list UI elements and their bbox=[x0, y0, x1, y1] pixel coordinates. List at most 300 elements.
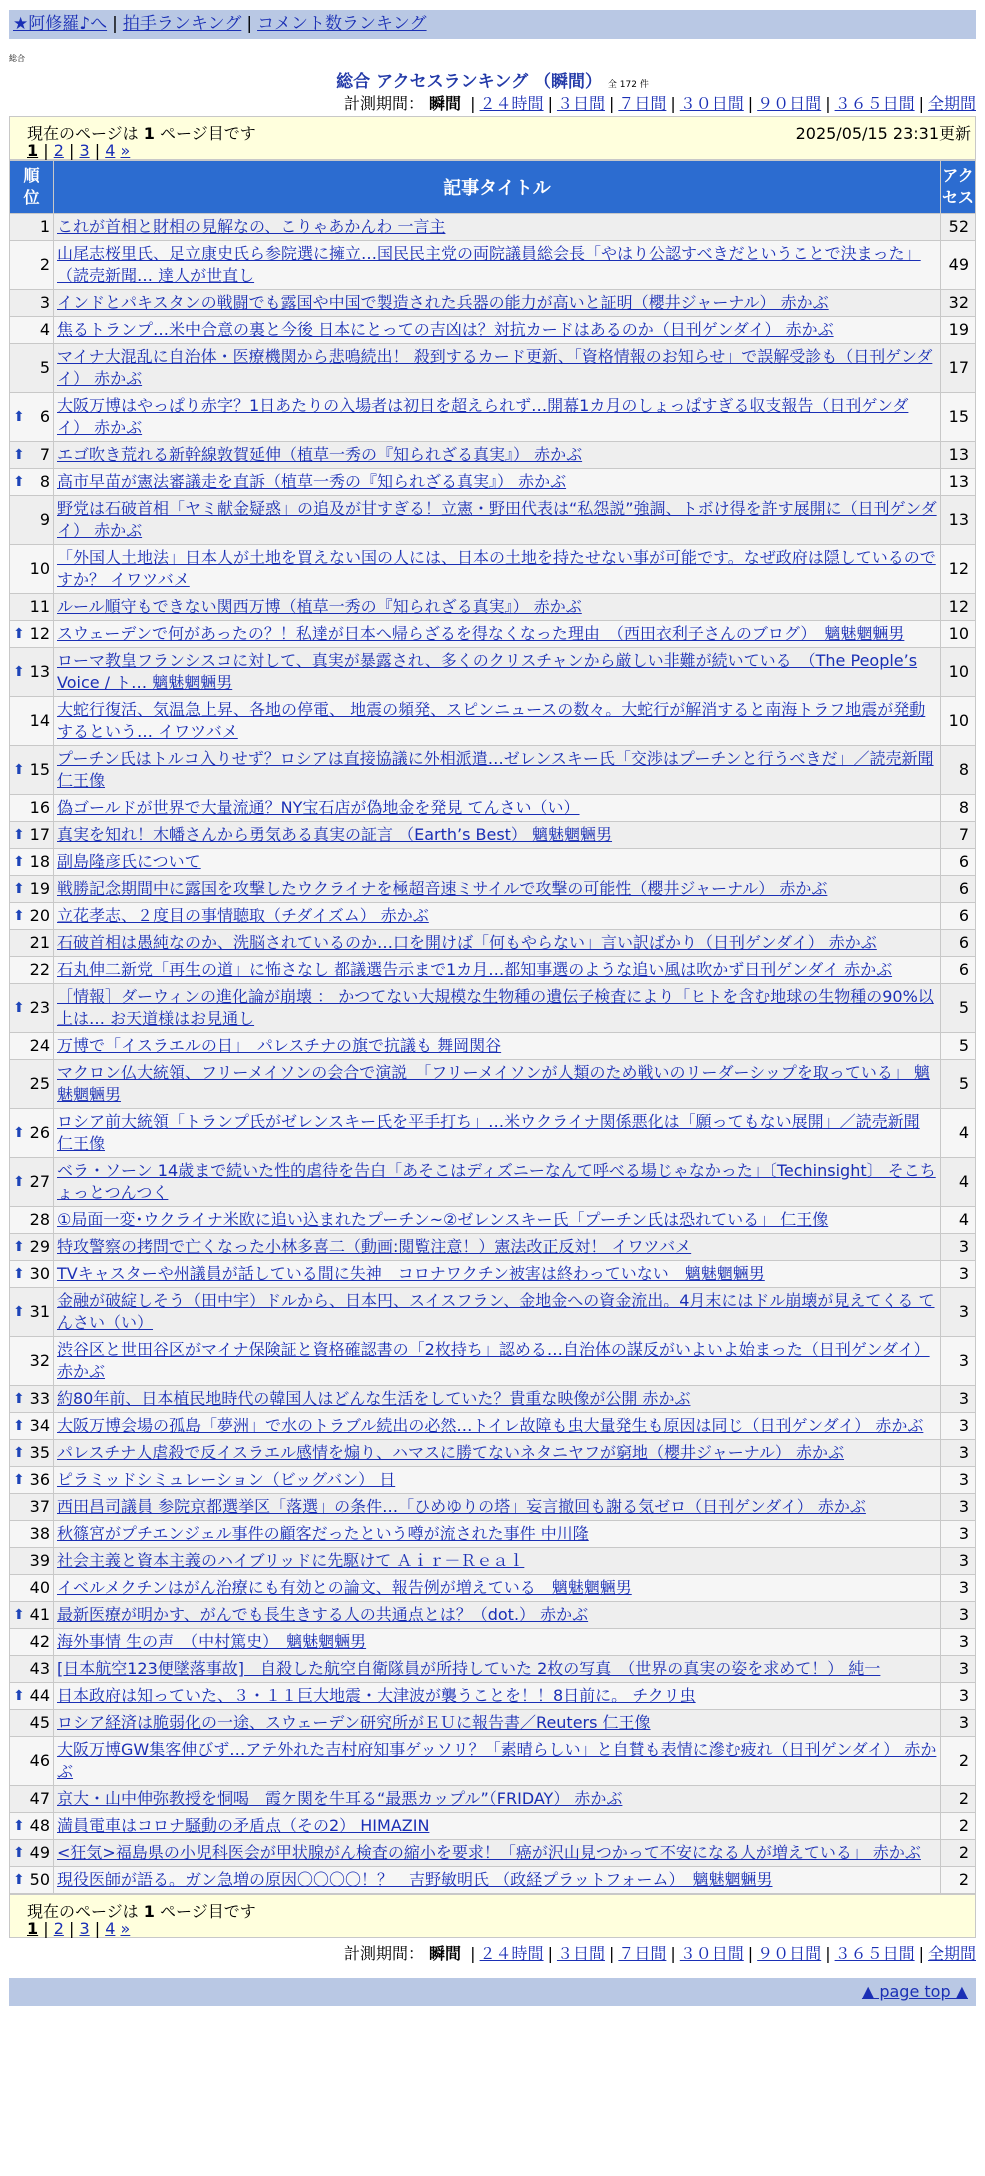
table-row bbox=[10, 1386, 975, 1412]
table-row bbox=[10, 1575, 975, 1601]
rank-up-arrow-icon: ⬆ bbox=[13, 474, 25, 490]
table-row bbox=[10, 746, 975, 794]
article-link[interactable]: インドとパキスタンの戦闘でも露国や中国で製造された兵器の能力が高いと証明（櫻井ジャーナル） 赤かぶ bbox=[57, 293, 829, 312]
article-link[interactable]: 大阪万博GW集客伸びず…アテ外れた吉村府知事ゲッソリ？「素晴らしい」と自賛も表情に滲む疲れ（日刊ゲンダイ） 赤かぶ bbox=[57, 1740, 937, 1781]
period-link[interactable]: ３日間 bbox=[556, 94, 605, 113]
rank-cell bbox=[10, 697, 53, 745]
rank-number: 1 bbox=[39, 217, 50, 236]
rank-cell bbox=[10, 746, 53, 794]
rank-cell bbox=[10, 1060, 53, 1108]
title-cell bbox=[54, 1288, 940, 1336]
article-link[interactable]: 大阪万博会場の孤島「夢洲」で水のトラブル続出の必然…トイレ故障も虫大量発生も原因は同じ（日刊ゲンダイ） 赤かぶ bbox=[57, 1416, 924, 1435]
access-count: 13 bbox=[941, 496, 975, 544]
rank-up-arrow-icon: ⬆ bbox=[13, 1239, 25, 1255]
rank-number: 46 bbox=[29, 1751, 50, 1770]
page-link[interactable]: 4 bbox=[105, 1919, 116, 1938]
rank-number: 29 bbox=[29, 1237, 50, 1256]
period-link[interactable]: ７日間 bbox=[618, 94, 667, 113]
title-cell bbox=[54, 984, 940, 1032]
title-cell bbox=[54, 1548, 940, 1574]
rank-number: 5 bbox=[39, 358, 50, 377]
table-row bbox=[10, 1521, 975, 1547]
rank-up-arrow-icon: ⬆ bbox=[13, 1688, 25, 1704]
article-link[interactable]: 偽ゴールドが世界で大量流通？NY宝石店が偽地金を発見 てんさい（い） bbox=[57, 798, 580, 817]
ranking-title: 総合 アクセスランキング （瞬間） bbox=[336, 72, 602, 92]
rank-cell bbox=[10, 1494, 53, 1520]
access-count: 6 bbox=[941, 876, 975, 902]
table-row bbox=[10, 290, 975, 316]
ranking-table bbox=[9, 160, 976, 1894]
rank-number: 37 bbox=[29, 1497, 50, 1516]
separator: | bbox=[825, 1944, 831, 1963]
rank-up-arrow-icon: ⬆ bbox=[13, 1266, 25, 1282]
table-row bbox=[10, 957, 975, 983]
title-cell bbox=[54, 1234, 940, 1260]
title-cell bbox=[54, 241, 940, 289]
period-link[interactable]: ３６５日間 bbox=[834, 94, 915, 113]
article-link[interactable]: ピラミッドシミュレーション（ビッグバン） 日 bbox=[57, 1470, 396, 1489]
article-link[interactable]: TVキャスターや州議員が話している間に失神 コロナワクチン被害は終わっていない 魑魅魍魎男 bbox=[57, 1264, 765, 1283]
table-row bbox=[10, 393, 975, 441]
article-link[interactable]: 大蛇行復活、気温急上昇、各地の停電、 地震の頻発、スピンニュースの数々。大蛇行が解消すると南海トラフ地震が発動するという… イワツバメ bbox=[57, 700, 926, 741]
title-cell bbox=[54, 648, 940, 696]
table-row bbox=[10, 442, 975, 468]
page-top-link[interactable]: ▲ page top ▲ bbox=[861, 1982, 968, 2001]
table-row bbox=[10, 1109, 975, 1157]
title-cell bbox=[54, 876, 940, 902]
access-count: 3 bbox=[941, 1234, 975, 1260]
access-count: 3 bbox=[941, 1288, 975, 1336]
title-cell bbox=[54, 1413, 940, 1439]
rank-up-arrow-icon: ⬆ bbox=[13, 854, 25, 870]
access-count: 3 bbox=[941, 1710, 975, 1736]
separator: | bbox=[547, 1944, 553, 1963]
title-cell bbox=[54, 1158, 940, 1206]
table-row bbox=[10, 496, 975, 544]
rank-up-arrow-icon: ⬆ bbox=[13, 1391, 25, 1407]
rank-cell bbox=[10, 1737, 53, 1785]
article-link[interactable]: 金融が破綻しそう（田中宇）ドルから、日本円、スイスフラン、金地金への資金流出。4月末にはドル崩壊が見えてくる てんさい（い） bbox=[57, 1291, 935, 1332]
rank-cell bbox=[10, 1786, 53, 1812]
page-current: 1 bbox=[27, 141, 39, 160]
article-link[interactable]: 特攻警察の拷問で亡くなった小林多喜二（動画:閲覧注意！）憲法改正反対！ イワツバメ bbox=[57, 1237, 692, 1256]
access-count: 12 bbox=[941, 594, 975, 620]
article-link[interactable]: 海外事情 生の声 （中村篤史） 魑魅魍魎男 bbox=[57, 1632, 367, 1651]
access-count: 52 bbox=[941, 214, 975, 240]
table-row bbox=[10, 930, 975, 956]
period-link[interactable]: 全期間 bbox=[927, 1944, 976, 1963]
title-cell bbox=[54, 1602, 940, 1628]
title-cell bbox=[54, 1575, 940, 1601]
home-link[interactable]: ★阿修羅♪へ bbox=[13, 14, 108, 34]
article-link[interactable]: 真実を知れ！木幡さんから勇気ある真実の証言 （Earth’s Best） 魑魅魍魎男 bbox=[57, 825, 613, 844]
separator: | bbox=[63, 1919, 80, 1938]
access-count: 19 bbox=[941, 317, 975, 343]
access-count: 3 bbox=[941, 1683, 975, 1709]
rank-number: 9 bbox=[39, 510, 50, 529]
article-link[interactable]: エゴ吹き荒れる新幹線敦賀延伸（植草一秀の『知られざる真実』） 赤かぶ bbox=[57, 445, 583, 464]
article-link[interactable]: プーチン氏はトルコ入りせず？ロシアは直接協議に外相派遣…ゼレンスキー氏「交渉はプーチンと行うべきだ」／読売新聞 仁王像 bbox=[57, 749, 934, 790]
title-cell bbox=[54, 957, 940, 983]
article-link[interactable]: ［情報］ダーウィンの進化論が崩壊 ： かつてない大規模な生物種の遺伝子検査により「ヒトを含む地球の生物種の90%以上は… お天道様はお見通し bbox=[57, 987, 934, 1028]
table-row bbox=[10, 849, 975, 875]
period-label: 計測期間： bbox=[343, 1944, 424, 1963]
title-cell bbox=[54, 1033, 940, 1059]
table-row bbox=[10, 1683, 975, 1709]
rank-up-arrow-icon: ⬆ bbox=[13, 1445, 25, 1461]
period-selector bbox=[9, 91, 976, 116]
rank-up-arrow-icon: ⬆ bbox=[13, 626, 25, 642]
access-count: 6 bbox=[941, 903, 975, 929]
access-count: 2 bbox=[941, 1786, 975, 1812]
access-count: 8 bbox=[941, 795, 975, 821]
rank-number: 45 bbox=[29, 1713, 50, 1732]
clap-ranking-link[interactable]: 拍手ランキング bbox=[122, 14, 242, 34]
rank-cell bbox=[10, 984, 53, 1032]
title-cell bbox=[54, 697, 940, 745]
period-selector-bottom bbox=[9, 1941, 976, 1966]
access-count: 17 bbox=[941, 344, 975, 392]
rank-number: 18 bbox=[29, 852, 50, 871]
table-row bbox=[10, 903, 975, 929]
title-cell bbox=[54, 1629, 940, 1655]
table-row bbox=[10, 317, 975, 343]
rank-cell bbox=[10, 957, 53, 983]
rank-number: 32 bbox=[29, 1351, 50, 1370]
rank-cell bbox=[10, 1288, 53, 1336]
access-count: 13 bbox=[941, 442, 975, 468]
rank-number: 50 bbox=[29, 1870, 50, 1889]
pagination bbox=[27, 141, 130, 160]
title-cell bbox=[54, 317, 940, 343]
article-link[interactable]: 山尾志桜里氏、足立康史氏ら参院選に擁立…国民民主党の両院議員総会長「やはり公認すべきだということで決まった」（読売新聞… 達人が世直し bbox=[57, 244, 921, 285]
title-cell bbox=[54, 496, 940, 544]
rank-cell bbox=[10, 241, 53, 289]
rank-number: 36 bbox=[29, 1470, 50, 1489]
table-row bbox=[10, 1033, 975, 1059]
article-link[interactable]: マイナ大混乱に自治体・医療機関から悲鳴続出！ 殺到するカード更新、「資格情報のお知らせ」で誤解受診も（日刊ゲンダイ） 赤かぶ bbox=[57, 347, 933, 388]
rank-number: 8 bbox=[39, 472, 50, 491]
pagination-bottom bbox=[27, 1919, 130, 1938]
period-link[interactable]: ３日間 bbox=[556, 1944, 605, 1963]
current-page-text-bottom: 現在のページは 1 ページ目です bbox=[27, 1902, 256, 1921]
period-link[interactable]: ２４時間 bbox=[479, 1944, 544, 1963]
title-cell bbox=[54, 1337, 940, 1385]
period-link[interactable]: ３０日間 bbox=[679, 94, 744, 113]
rank-number: 4 bbox=[39, 320, 50, 339]
separator: | bbox=[918, 94, 924, 113]
table-row bbox=[10, 1413, 975, 1439]
page-link[interactable]: 2 bbox=[53, 1919, 64, 1938]
article-link[interactable]: 約80年前、日本植民地時代の韓国人はどんな生活をしていた？貴重な映像が公開 赤かぶ bbox=[57, 1389, 691, 1408]
article-link[interactable]: 渋谷区と世田谷区がマイナ保険証と資格確認書の「2枚持ち」認める…自治体の謀反がいよいよ始まった（日刊ゲンダイ） 赤かぶ bbox=[57, 1340, 930, 1381]
separator: | bbox=[608, 1944, 615, 1963]
category-label: 総合 bbox=[9, 54, 25, 63]
article-link[interactable]: 秋篠宮がプチエンジェル事件の顧客だったという噂が流された事件 中川隆 bbox=[57, 1524, 589, 1543]
table-row bbox=[10, 1840, 975, 1866]
separator: | bbox=[470, 1944, 476, 1963]
rank-number: 30 bbox=[29, 1264, 50, 1283]
separator: | bbox=[825, 94, 831, 113]
separator: | bbox=[38, 141, 54, 160]
header-title: 記事タイトル bbox=[54, 161, 940, 213]
page-current: 1 bbox=[27, 1919, 39, 1938]
rank-number: 40 bbox=[29, 1578, 50, 1597]
title-cell bbox=[54, 545, 940, 593]
article-link[interactable]: ロシア経済は脆弱化の一途、スウェーデン研究所がＥＵに報告書／Reuters 仁王像 bbox=[57, 1713, 651, 1732]
table-row bbox=[10, 545, 975, 593]
table-row bbox=[10, 822, 975, 848]
rank-number: 49 bbox=[29, 1843, 50, 1862]
title-cell bbox=[54, 442, 940, 468]
rank-cell bbox=[10, 930, 53, 956]
rank-number: 33 bbox=[29, 1389, 50, 1408]
article-link[interactable]: 日本政府は知っていた、３・１１巨大地震・大津波が襲うことを！！8日前に。 チクリ虫 bbox=[57, 1686, 696, 1705]
access-count: 49 bbox=[941, 241, 975, 289]
article-link[interactable]: 立花孝志、２度目の事情聴取（チダイズム） 赤かぶ bbox=[57, 906, 429, 925]
table-row bbox=[10, 1710, 975, 1736]
rank-number: 43 bbox=[29, 1659, 50, 1678]
table-row bbox=[10, 214, 975, 240]
rank-cell bbox=[10, 795, 53, 821]
article-link[interactable]: 社会主義と資本主義のハイブリッドに先駆けて Ａｉｒ－Ｒｅａｌ bbox=[57, 1551, 525, 1570]
article-link[interactable]: 大阪万博はやっぱり赤字？1日あたりの入場者は初日を超えられず…開幕1カ月のしょっぱすぎる収支報告（日刊ゲンダイ） 赤かぶ bbox=[57, 396, 909, 437]
period-link[interactable]: ３０日間 bbox=[679, 1944, 744, 1963]
access-count: 2 bbox=[941, 1813, 975, 1839]
separator: | bbox=[470, 94, 476, 113]
title-cell bbox=[54, 822, 940, 848]
total-count: 全 172 件 bbox=[607, 80, 649, 90]
period-link[interactable]: ７日間 bbox=[618, 1944, 667, 1963]
rank-number: 19 bbox=[29, 879, 50, 898]
rank-cell bbox=[10, 1033, 53, 1059]
title-cell bbox=[54, 930, 940, 956]
page-link[interactable]: 4 bbox=[105, 141, 116, 160]
rank-number: 25 bbox=[29, 1074, 50, 1093]
rank-cell bbox=[10, 1548, 53, 1574]
period-link[interactable]: ３６５日間 bbox=[834, 1944, 915, 1963]
rank-number: 27 bbox=[29, 1172, 50, 1191]
table-row bbox=[10, 876, 975, 902]
access-count: 3 bbox=[941, 1440, 975, 1466]
separator: | bbox=[89, 141, 106, 160]
table-row bbox=[10, 469, 975, 495]
title-cell bbox=[54, 1521, 940, 1547]
article-link[interactable]: 焦るトランプ…米中合意の裏と今後 日本にとっての吉凶は？対抗カードはあるのか（日刊ゲンダイ） 赤かぶ bbox=[57, 320, 834, 339]
rank-cell bbox=[10, 1207, 53, 1233]
access-count: 6 bbox=[941, 849, 975, 875]
separator: | bbox=[670, 1944, 676, 1963]
article-link[interactable]: 最新医療が明かす、がんでも長生きする人の共通点とは？（dot.） 赤かぶ bbox=[57, 1605, 589, 1624]
rank-up-arrow-icon: ⬆ bbox=[13, 1472, 25, 1488]
article-link[interactable]: スウェーデンで何があったの？！私達が日本へ帰らざるを得なくなった理由 （西田衣利子さんのブログ） 魑魅魍魎男 bbox=[57, 624, 905, 643]
title-cell bbox=[54, 795, 940, 821]
rank-up-arrow-icon: ⬆ bbox=[13, 762, 25, 778]
table-row bbox=[10, 1207, 975, 1233]
title-cell bbox=[54, 1867, 940, 1893]
access-count: 5 bbox=[941, 984, 975, 1032]
access-count: 7 bbox=[941, 822, 975, 848]
separator: | bbox=[670, 94, 676, 113]
access-count: 3 bbox=[941, 1656, 975, 1682]
rank-number: 15 bbox=[29, 760, 50, 779]
title-cell bbox=[54, 469, 940, 495]
rank-number: 48 bbox=[29, 1816, 50, 1835]
access-count: 4 bbox=[941, 1207, 975, 1233]
article-link[interactable]: 高市早苗が憲法審議走を直訴（植草一秀の『知られざる真実』） 赤かぶ bbox=[57, 472, 567, 491]
table-row bbox=[10, 1060, 975, 1108]
article-link[interactable]: ベラ・ソーン 14歳まで続いた性的虐待を告白「あそこはディズニーなんて呼べる場じゃなかった」〔Techinsight〕 そこちょっとつんつく bbox=[57, 1161, 936, 1202]
rank-number: 16 bbox=[29, 798, 50, 817]
rank-cell bbox=[10, 1261, 53, 1287]
rank-cell bbox=[10, 290, 53, 316]
article-link[interactable]: 西田昌司議員 参院京都選挙区「落選」の条件…「ひめゆりの塔」妄言撤回も謝る気ゼロ（日刊ゲンダイ） 赤かぶ bbox=[57, 1497, 866, 1516]
access-count: 6 bbox=[941, 930, 975, 956]
article-link[interactable]: <狂気>福島県の小児科医会が甲状腺がん検査の縮小を要求！「癌が沢山見つかって不安になる人が増えている」 赤かぶ bbox=[57, 1843, 921, 1862]
access-count: 3 bbox=[941, 1629, 975, 1655]
rank-number: 22 bbox=[29, 960, 50, 979]
access-count: 3 bbox=[941, 1602, 975, 1628]
article-link[interactable]: これが首相と財相の見解なの、こりゃあかんわ 一言主 bbox=[57, 217, 446, 236]
rank-number: 13 bbox=[29, 662, 50, 681]
separator: | bbox=[63, 141, 80, 160]
rank-cell bbox=[10, 1629, 53, 1655]
title-cell bbox=[54, 1813, 940, 1839]
article-link[interactable]: パレスチナ人虐殺で反イスラエル感情を煽り、ハマスに勝てないネタニヤフが窮地（櫻井ジャーナル） 赤かぶ bbox=[57, 1443, 845, 1462]
title-cell bbox=[54, 621, 940, 647]
rank-up-arrow-icon: ⬆ bbox=[13, 1872, 25, 1888]
rank-cell bbox=[10, 1840, 53, 1866]
rank-number: 38 bbox=[29, 1524, 50, 1543]
period-link[interactable]: 全期間 bbox=[927, 94, 976, 113]
access-count: 3 bbox=[941, 1467, 975, 1493]
rank-number: 17 bbox=[29, 825, 50, 844]
title-cell bbox=[54, 1440, 940, 1466]
access-count: 8 bbox=[941, 746, 975, 794]
separator: | bbox=[38, 1919, 54, 1938]
article-link[interactable]: 石破首相は愚純なのか、洗脳されているのか…口を開けば「何もやらない」言い訳ばかり（日刊ゲンダイ） 赤かぶ bbox=[57, 933, 877, 952]
rank-number: 23 bbox=[29, 998, 50, 1017]
table-row bbox=[10, 621, 975, 647]
separator: | bbox=[918, 1944, 924, 1963]
period-link[interactable]: ９０日間 bbox=[757, 1944, 822, 1963]
article-link[interactable]: [日本航空123便墜落事故] 自殺した航空自衛隊員が所持していた 2枚の写真 （世界の真実の姿を求めて！） 純一 bbox=[57, 1659, 881, 1678]
title-cell bbox=[54, 1109, 940, 1157]
table-row bbox=[10, 1629, 975, 1655]
rank-up-arrow-icon: ⬆ bbox=[13, 447, 25, 463]
rank-up-arrow-icon: ⬆ bbox=[13, 1304, 25, 1320]
article-link[interactable]: ローマ教皇フランシスコに対して、真実が暴露され、多くのクリスチャンから厳しい非難が続いている （The People’s Voice / ト… 魑魅魍魎男 bbox=[57, 651, 918, 692]
page-link[interactable]: 3 bbox=[79, 141, 90, 160]
access-count: 10 bbox=[941, 697, 975, 745]
title-cell bbox=[54, 393, 940, 441]
article-link[interactable]: ルール順守もできない関西万博（植草一秀の『知られざる真実』） 赤かぶ bbox=[57, 597, 582, 616]
footer-bar bbox=[9, 1978, 976, 2006]
article-link[interactable]: ①局面一変･ウクライナ米欧に追い込まれたプーチン~②ゼレンスキー氏「プーチン氏は恐れている」 仁王像 bbox=[57, 1210, 829, 1229]
access-count: 3 bbox=[941, 1337, 975, 1385]
page-link[interactable]: 2 bbox=[53, 141, 64, 160]
access-count: 13 bbox=[941, 469, 975, 495]
rank-up-arrow-icon: ⬆ bbox=[13, 908, 25, 924]
rank-cell bbox=[10, 1521, 53, 1547]
article-link[interactable]: 「外国人土地法」日本人が土地を買えない国の人には、日本の土地を持たせない事が可能です。なぜ政府は隠しているのですか？ イワツバメ bbox=[57, 548, 936, 589]
table-row bbox=[10, 344, 975, 392]
rank-cell bbox=[10, 1413, 53, 1439]
header-access: アク セス bbox=[941, 161, 975, 213]
rank-number: 20 bbox=[29, 906, 50, 925]
rank-cell bbox=[10, 903, 53, 929]
access-count: 12 bbox=[941, 545, 975, 593]
access-count: 3 bbox=[941, 1521, 975, 1547]
title-cell bbox=[54, 594, 940, 620]
article-link[interactable]: マクロン仏大統領、フリーメイソンの会合で演説 「フリーメイソンが人類のため戦いのリーダーシップを取っている」 魑魅魍魎男 bbox=[57, 1063, 930, 1104]
next-page-link[interactable]: » bbox=[120, 141, 131, 160]
article-link[interactable]: 現役医師が語る。ガン急増の原因〇〇〇〇！？ 吉野敏明氏 （政経プラットフォーム） 魑魅魍魎男 bbox=[57, 1870, 773, 1889]
period-link[interactable]: ９０日間 bbox=[757, 94, 822, 113]
title-cell bbox=[54, 1467, 940, 1493]
article-link[interactable]: イベルメクチンはがん治療にも有効との論文、報告例が増えている 魑魅魍魎男 bbox=[57, 1578, 632, 1597]
rank-number: 31 bbox=[29, 1302, 50, 1321]
rank-number: 35 bbox=[29, 1443, 50, 1462]
access-count: 3 bbox=[941, 1261, 975, 1287]
rank-up-arrow-icon: ⬆ bbox=[13, 827, 25, 843]
rank-cell bbox=[10, 876, 53, 902]
period-label: 計測期間： bbox=[343, 94, 424, 113]
separator: | bbox=[747, 1944, 754, 1963]
rank-cell bbox=[10, 1234, 53, 1260]
title-cell bbox=[54, 849, 940, 875]
title-cell bbox=[54, 1060, 940, 1108]
rank-cell bbox=[10, 1109, 53, 1157]
rank-number: 21 bbox=[29, 933, 50, 952]
title-cell bbox=[54, 1737, 940, 1785]
title-cell bbox=[54, 1207, 940, 1233]
current-page-text: 現在のページは 1 ページ目です bbox=[27, 124, 256, 143]
rank-cell bbox=[10, 442, 53, 468]
rank-cell bbox=[10, 594, 53, 620]
article-link[interactable]: 満員電車はコロナ騒動の矛盾点（その2） HIMAZIN bbox=[57, 1816, 430, 1835]
rank-number: 44 bbox=[29, 1686, 50, 1705]
title-cell bbox=[54, 746, 940, 794]
title-cell bbox=[54, 1656, 940, 1682]
access-count: 3 bbox=[941, 1494, 975, 1520]
access-count: 4 bbox=[941, 1109, 975, 1157]
rank-number: 7 bbox=[39, 445, 50, 464]
access-count: 3 bbox=[941, 1386, 975, 1412]
article-link[interactable]: 副島隆彦氏について bbox=[57, 852, 201, 871]
rank-up-arrow-icon: ⬆ bbox=[13, 881, 25, 897]
title-cell bbox=[54, 903, 940, 929]
rank-cell bbox=[10, 1710, 53, 1736]
table-row bbox=[10, 1234, 975, 1260]
article-link[interactable]: 石丸伸二新党「再生の道」に怖さなし 都議選告示まで1カ月…都知事選のような追い風は吹かず日刊ゲンダイ 赤かぶ bbox=[57, 960, 893, 979]
rank-cell bbox=[10, 317, 53, 343]
article-link[interactable]: 野党は石破首相「ヤミ献金疑惑」の追及が甘すぎる！立憲・野田代表は“私怨説”強調、トボけ得を許す展開に（日刊ゲンダイ） 赤かぶ bbox=[57, 499, 937, 540]
next-page-link[interactable]: » bbox=[120, 1919, 131, 1938]
title-cell bbox=[54, 1683, 940, 1709]
article-link[interactable]: 戦勝記念期間中に露国を攻撃したウクライナを極超音速ミサイルで攻撃の可能性（櫻井ジャーナル） 赤かぶ bbox=[57, 879, 828, 898]
article-link[interactable]: 万博で「イスラエルの日」 パレスチナの旗で抗議も 舞岡関谷 bbox=[57, 1036, 502, 1055]
article-link[interactable]: 京大・山中伸弥教授を恫喝 霞ケ関を牛耳る“最悪カップル”（FRIDAY） 赤かぶ bbox=[57, 1789, 623, 1808]
rank-up-arrow-icon: ⬆ bbox=[13, 1607, 25, 1623]
title-cell bbox=[54, 1710, 940, 1736]
period-link[interactable]: ２４時間 bbox=[479, 94, 544, 113]
comment-ranking-link[interactable]: コメント数ランキング bbox=[257, 14, 427, 34]
rank-cell bbox=[10, 393, 53, 441]
page-link[interactable]: 3 bbox=[79, 1919, 90, 1938]
article-link[interactable]: ロシア前大統領「トランプ氏がゼレンスキー氏を平手打ち」…米ウクライナ関係悪化は「願ってもない展開」／読売新聞 仁王像 bbox=[57, 1112, 920, 1153]
table-row bbox=[10, 1737, 975, 1785]
